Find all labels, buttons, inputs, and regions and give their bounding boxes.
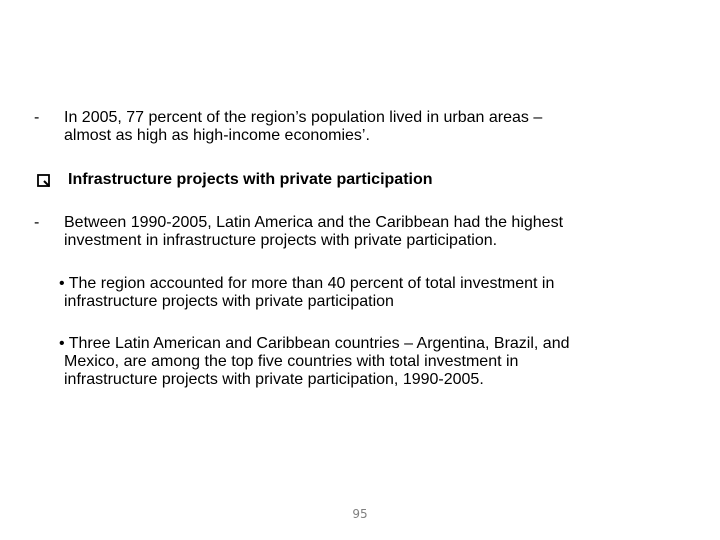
sub-bullet-1-line-1: • The region accounted for more than 40 percent of total investment in xyxy=(59,275,555,292)
page-number: 95 xyxy=(352,507,368,521)
sub-bullet-1-line-2: infrastructure projects with private participation xyxy=(64,293,394,310)
bullet-1-marker: - xyxy=(34,109,40,126)
sub-bullet-1 xyxy=(59,275,554,311)
bullet-2-marker: - xyxy=(34,214,40,231)
checkbox-square-icon xyxy=(37,174,50,187)
bullet-1-text xyxy=(64,109,542,145)
sub-bullet-2-line-1: • Three Latin American and Caribbean countries – Argentina, Brazil, and xyxy=(59,335,570,352)
section-heading: Infrastructure projects with private participation xyxy=(68,171,433,188)
sub-bullet-2 xyxy=(59,335,570,389)
bullet-1-line-2: almost as high as high-income economies’. xyxy=(64,127,370,144)
bullet-2-text xyxy=(64,214,563,250)
bullet-2-line-2: investment in infrastructure projects with private participation. xyxy=(64,232,498,249)
sub-bullet-2-line-2: Mexico, are among the top five countries with total investment in xyxy=(64,353,519,370)
sub-bullet-2-line-3: infrastructure projects with private participation, 1990-2005. xyxy=(64,371,484,388)
bullet-2-line-1: Between 1990-2005, Latin America and the Caribbean had the highest xyxy=(64,214,564,231)
bullet-1-line-1: In 2005, 77 percent of the region’s population lived in urban areas – xyxy=(64,109,543,126)
